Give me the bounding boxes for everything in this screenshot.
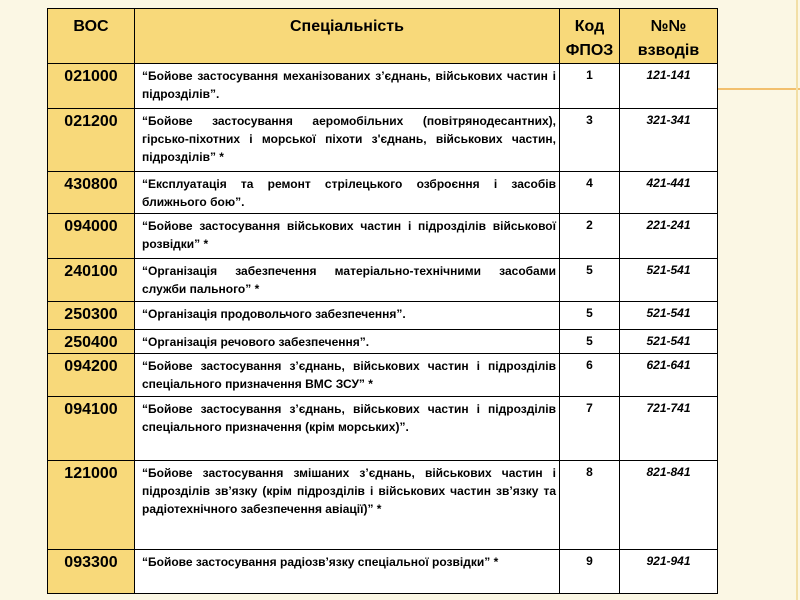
specialty-cell: “Бойове застосування змішаних з’єднань, військових частин і підрозділів зв’язку (крім підрозділів і військових частин зв’язку та радіотехнічного забезпечення авіації)” * <box>135 461 560 550</box>
vzvodiv-cell: 121-141 <box>620 64 718 109</box>
specialty-cell: “Бойове застосування з’єднань, військових частин і підрозділів спеціального призначення (крім морських)”. <box>135 397 560 461</box>
kod-cell: 5 <box>560 302 620 330</box>
header-voc: ВОС <box>48 9 135 64</box>
vzvodiv-cell: 521-541 <box>620 259 718 302</box>
vzvodiv-cell: 521-541 <box>620 330 718 354</box>
table-header-row <box>48 9 718 64</box>
kod-cell: 5 <box>560 330 620 354</box>
table-row <box>48 397 718 461</box>
vzvodiv-cell: 421-441 <box>620 172 718 214</box>
header-vzvodiv: №№ взводів <box>620 9 718 64</box>
table-row <box>48 64 718 109</box>
voc-cell: 094200 <box>48 354 135 397</box>
specialty-cell: “Організація речового забезпечення”. <box>135 330 560 354</box>
specialty-cell: “Бойове застосування з’єднань, військових частин і підрозділів спеціального призначення ВМС ЗСУ” * <box>135 354 560 397</box>
decorative-edge <box>796 0 798 600</box>
voc-cell: 021200 <box>48 109 135 172</box>
vzvodiv-cell: 621-641 <box>620 354 718 397</box>
table-row <box>48 214 718 259</box>
voc-cell: 430800 <box>48 172 135 214</box>
kod-cell: 9 <box>560 550 620 594</box>
specialty-cell: “Бойове застосування радіозв’язку спеціальної розвідки” * <box>135 550 560 594</box>
kod-cell: 3 <box>560 109 620 172</box>
kod-cell: 1 <box>560 64 620 109</box>
vzvodiv-cell: 521-541 <box>620 302 718 330</box>
kod-cell: 8 <box>560 461 620 550</box>
voc-cell: 094100 <box>48 397 135 461</box>
table-row <box>48 172 718 214</box>
specialty-cell: “Організація забезпечення матеріально-технічними засобами служби пального” * <box>135 259 560 302</box>
vzvodiv-cell: 721-741 <box>620 397 718 461</box>
vzvodiv-cell: 921-941 <box>620 550 718 594</box>
table-row <box>48 461 718 550</box>
table-row <box>48 330 718 354</box>
specialty-cell: “Бойове застосування механізованих з’єднань, військових частин і підрозділів”. <box>135 64 560 109</box>
table-row <box>48 550 718 594</box>
voc-cell: 093300 <box>48 550 135 594</box>
table-row <box>48 109 718 172</box>
vzvodiv-cell: 821-841 <box>620 461 718 550</box>
voc-cell: 021000 <box>48 64 135 109</box>
voc-cell: 121000 <box>48 461 135 550</box>
specialty-cell: “Експлуатація та ремонт стрілецького озброєння і засобів ближнього бою”. <box>135 172 560 214</box>
kod-cell: 2 <box>560 214 620 259</box>
vzvodiv-cell: 221-241 <box>620 214 718 259</box>
kod-cell: 5 <box>560 259 620 302</box>
header-specialty: Спеціальність <box>135 9 560 64</box>
specialty-cell: “Організація продовольчого забезпечення”. <box>135 302 560 330</box>
table-row <box>48 354 718 397</box>
kod-cell: 7 <box>560 397 620 461</box>
specialty-cell: “Бойове застосування військових частин і підрозділів військової розвідки” * <box>135 214 560 259</box>
specialties-table <box>47 8 718 594</box>
specialty-cell: “Бойове застосування аеромобільних (повітрянодесантних), гірсько-піхотних і морської піхоти з'єднань, військових частин, підрозділів” * <box>135 109 560 172</box>
vzvodiv-cell: 321-341 <box>620 109 718 172</box>
table-row <box>48 302 718 330</box>
kod-cell: 4 <box>560 172 620 214</box>
kod-cell: 6 <box>560 354 620 397</box>
voc-cell: 094000 <box>48 214 135 259</box>
voc-cell: 250300 <box>48 302 135 330</box>
table-row <box>48 259 718 302</box>
voc-cell: 250400 <box>48 330 135 354</box>
header-kod: Код ФПОЗ <box>560 9 620 64</box>
voc-cell: 240100 <box>48 259 135 302</box>
